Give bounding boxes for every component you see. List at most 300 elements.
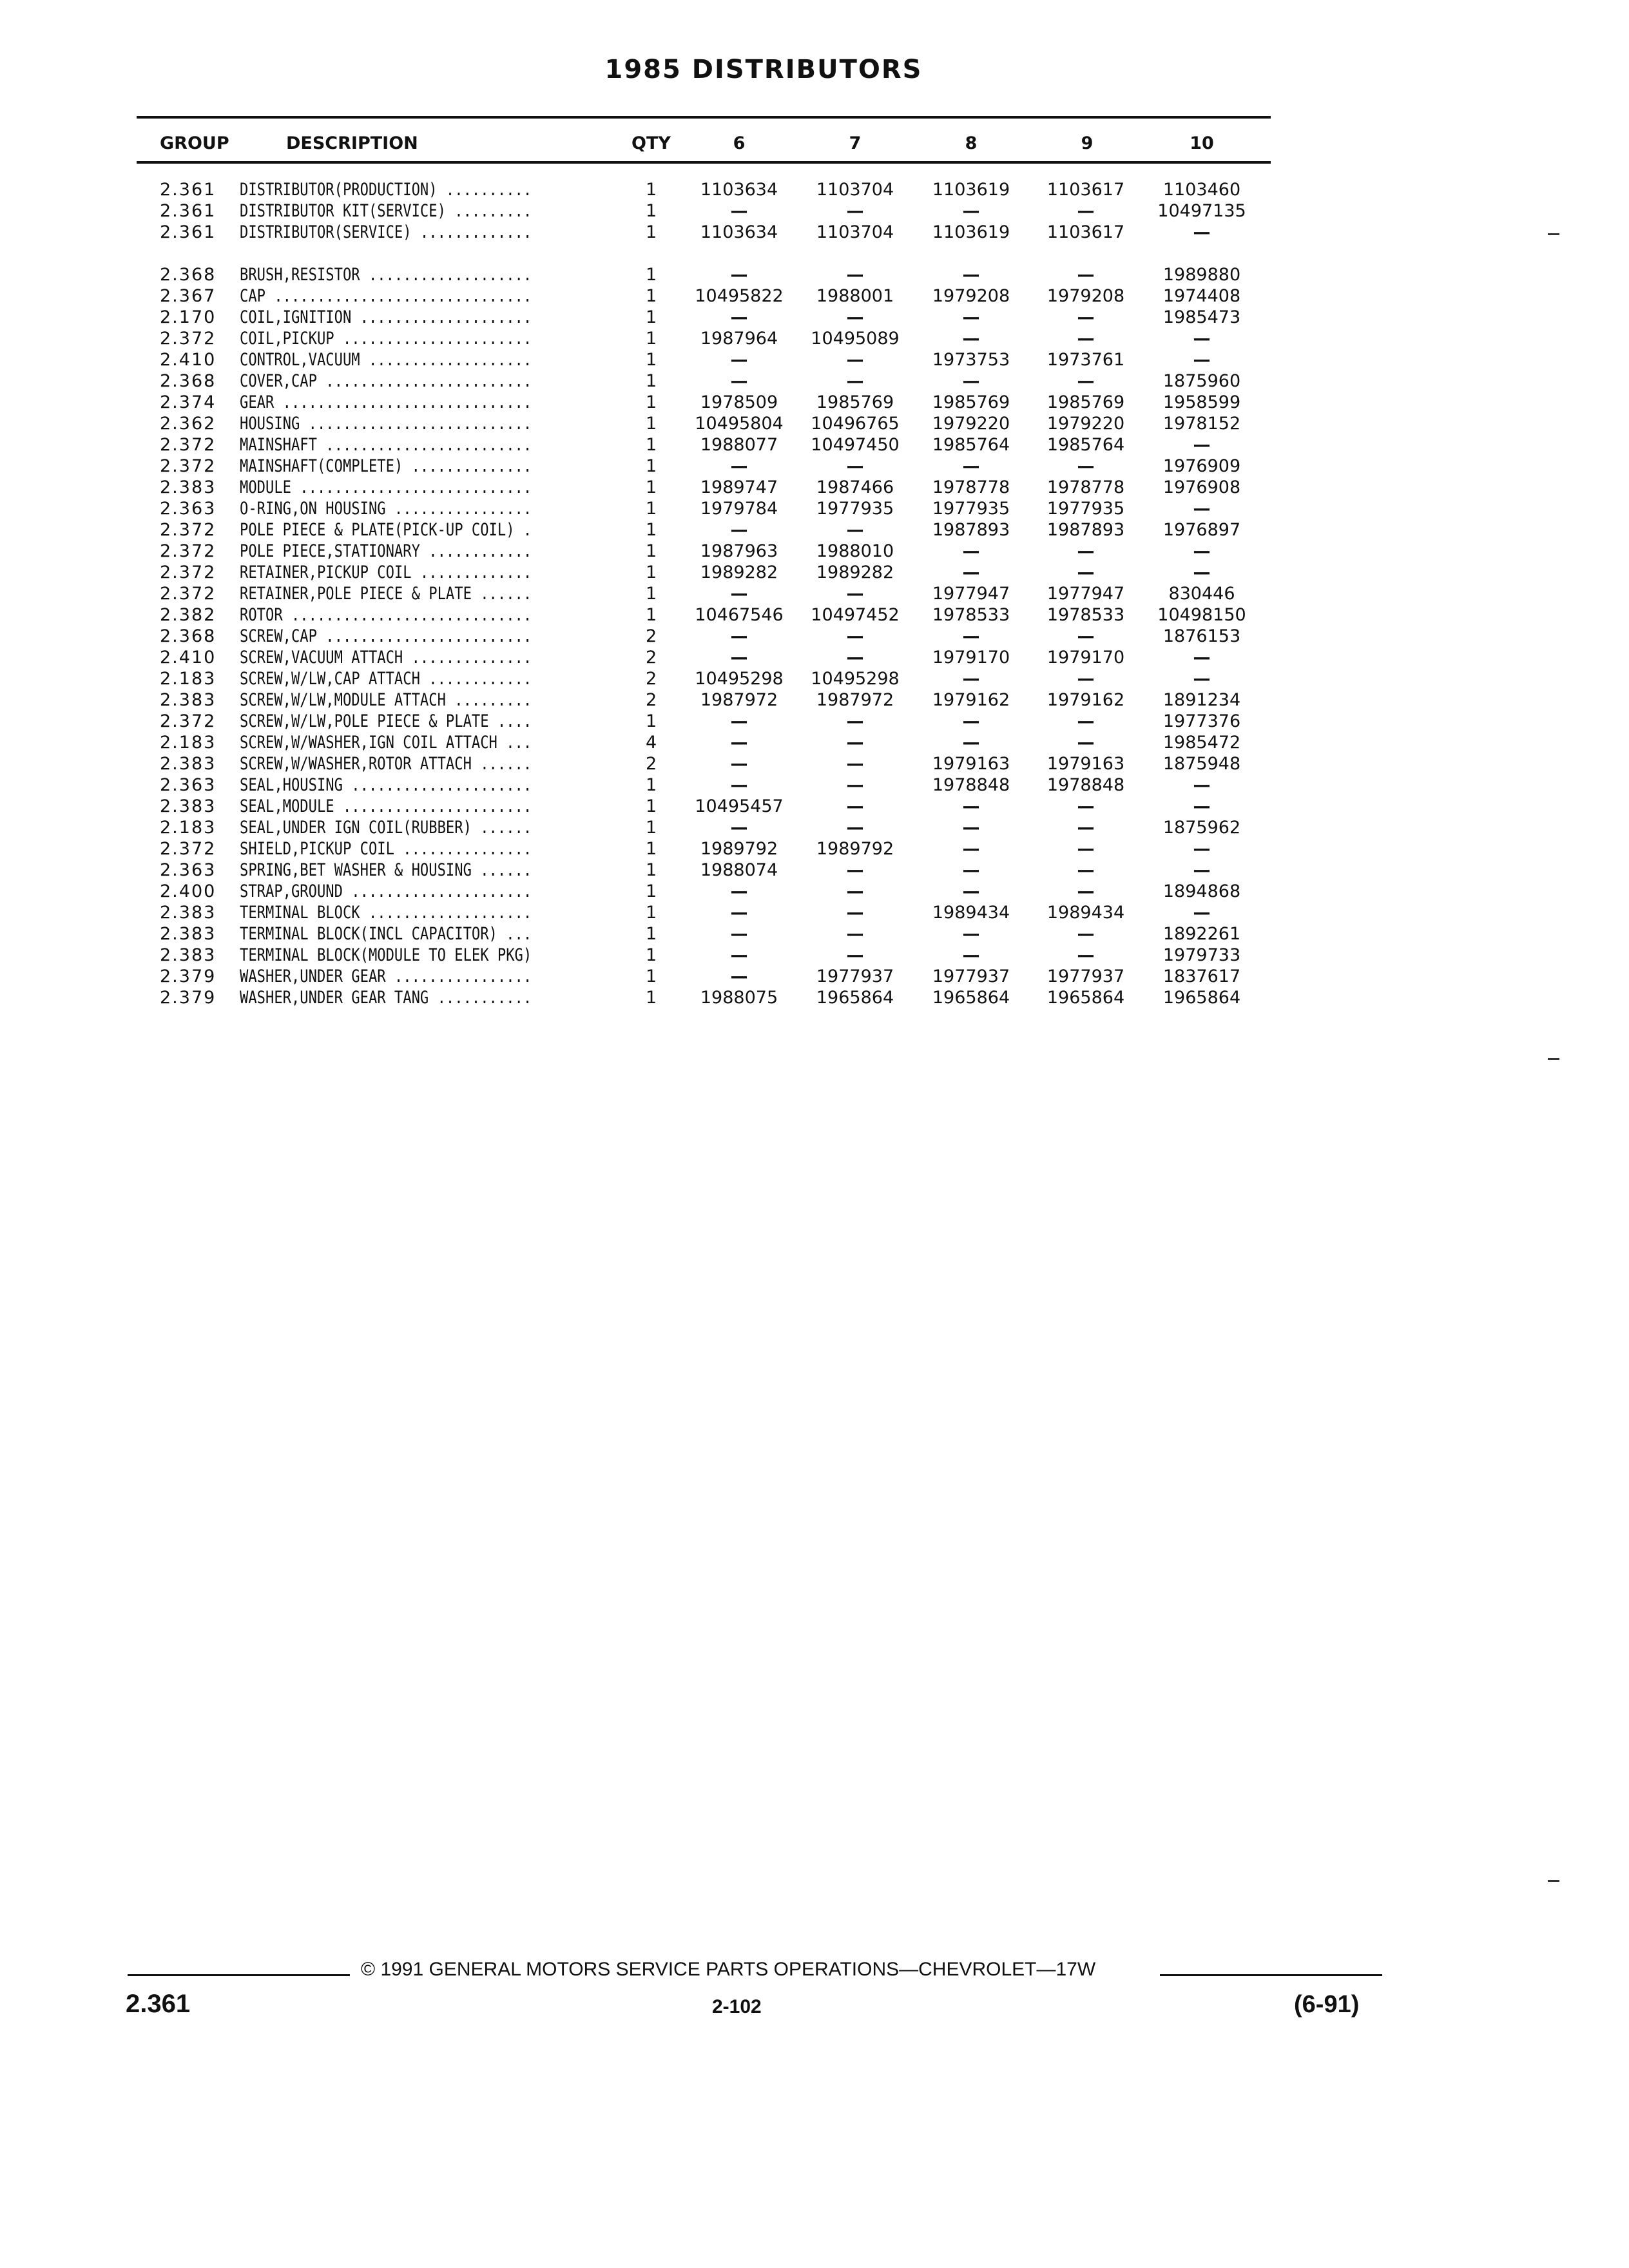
description-cell: ROTOR ............................ (240, 605, 532, 625)
part-number-cell: 1103617 (1046, 180, 1125, 200)
part-number-cell: — (1077, 307, 1095, 327)
group-cell: 2.362 (160, 414, 217, 434)
part-number-cell: 1978778 (932, 477, 1010, 497)
part-number-cell: — (1077, 881, 1095, 901)
part-number-cell: 1989747 (700, 477, 778, 497)
part-number-cell: — (730, 754, 748, 774)
qty-cell: 1 (646, 988, 657, 1008)
part-number-cell: 1892261 (1162, 924, 1241, 944)
group-cell: 2.383 (160, 796, 217, 816)
table-row (0, 392, 1629, 414)
qty-cell: 2 (646, 626, 657, 646)
table-row (0, 689, 1629, 711)
group-cell: 2.383 (160, 477, 217, 497)
part-number-cell: 1978848 (1046, 775, 1125, 795)
footer-rule-left (128, 1974, 350, 1976)
group-cell: 2.372 (160, 711, 217, 731)
part-number-cell: 1985473 (1162, 307, 1241, 327)
group-cell: 2.361 (160, 222, 217, 242)
part-number-cell: — (962, 201, 980, 221)
part-number-cell: — (1193, 860, 1211, 880)
table-row (0, 413, 1629, 435)
description-cell: CONTROL,VACUUM ................... (240, 350, 532, 370)
group-cell: 2.383 (160, 924, 217, 944)
part-number-cell: 1987972 (700, 690, 778, 710)
part-number-cell: 10495089 (811, 329, 900, 349)
part-number-cell: 1891234 (1162, 690, 1241, 710)
qty-cell: 2 (646, 669, 657, 689)
part-number-cell: — (846, 626, 864, 646)
part-number-cell: 1987964 (700, 329, 778, 349)
part-number-cell: 10495457 (695, 796, 784, 816)
part-number-cell: 1985472 (1162, 733, 1241, 753)
part-number-cell: — (730, 350, 748, 370)
part-number-cell: — (730, 626, 748, 646)
part-number-cell: — (730, 924, 748, 944)
table-row (0, 711, 1629, 733)
description-cell: POLE PIECE & PLATE(PICK-UP COIL) . (240, 520, 532, 540)
table-row (0, 923, 1629, 945)
part-number-cell: — (730, 201, 748, 221)
table-row (0, 966, 1629, 988)
qty-cell: 1 (646, 584, 657, 604)
part-number-cell: 1978509 (700, 392, 778, 412)
qty-cell: 1 (646, 945, 657, 965)
group-cell: 2.400 (160, 881, 217, 901)
description-cell: SCREW,W/LW,POLE PIECE & PLATE .... (240, 711, 532, 731)
part-number-cell: 1979170 (1046, 648, 1125, 668)
description-cell: SEAL,MODULE ...................... (240, 796, 532, 816)
table-row (0, 456, 1629, 477)
part-number-cell: — (962, 669, 980, 689)
part-number-cell: — (962, 626, 980, 646)
part-number-cell: 1989434 (932, 903, 1010, 923)
table-row (0, 285, 1629, 307)
part-number-cell: 1876153 (1162, 626, 1241, 646)
part-number-cell: 1894868 (1162, 881, 1241, 901)
qty-cell: 1 (646, 371, 657, 391)
part-number-cell: 10495298 (695, 669, 784, 689)
qty-cell: 1 (646, 307, 657, 327)
group-cell: 2.368 (160, 626, 217, 646)
table-row (0, 179, 1629, 201)
description-cell: COVER,CAP ........................ (240, 371, 532, 391)
qty-cell: 1 (646, 541, 657, 561)
part-number-cell: 1979220 (1046, 414, 1125, 434)
description-cell: COIL,IGNITION .................... (240, 307, 532, 327)
column-header-7: 7 (849, 133, 862, 153)
qty-cell: 1 (646, 562, 657, 582)
part-number-cell: 1987972 (816, 690, 894, 710)
part-number-cell: — (1077, 371, 1095, 391)
part-number-cell: — (730, 456, 748, 476)
part-number-cell: 1973761 (1046, 350, 1125, 370)
table-row (0, 541, 1629, 562)
part-number-cell: 1837617 (1162, 966, 1241, 986)
table-row (0, 307, 1629, 329)
part-number-cell: 1977935 (816, 499, 894, 519)
part-number-cell: — (1193, 839, 1211, 859)
table-row (0, 200, 1629, 222)
qty-cell: 2 (646, 648, 657, 668)
part-number-cell: — (1077, 329, 1095, 349)
description-cell: SEAL,UNDER IGN COIL(RUBBER) ...... (240, 818, 532, 838)
part-number-cell: 10497135 (1157, 201, 1246, 221)
group-cell: 2.379 (160, 988, 217, 1008)
part-number-cell: — (730, 711, 748, 731)
part-number-cell: — (1193, 775, 1211, 795)
part-number-cell: 1875962 (1162, 818, 1241, 838)
part-number-cell: 1979170 (932, 648, 1010, 668)
table-row (0, 349, 1629, 371)
qty-cell: 1 (646, 350, 657, 370)
qty-cell: 1 (646, 605, 657, 625)
qty-cell: 1 (646, 499, 657, 519)
column-header-6: 6 (733, 133, 746, 153)
group-cell: 2.368 (160, 371, 217, 391)
group-cell: 2.383 (160, 945, 217, 965)
part-number-cell: — (730, 881, 748, 901)
part-number-cell: — (962, 265, 980, 285)
group-cell: 2.368 (160, 265, 217, 285)
table-row (0, 264, 1629, 286)
description-cell: SCREW,VACUUM ATTACH .............. (240, 648, 532, 668)
group-cell: 2.372 (160, 562, 217, 582)
description-cell: RETAINER,POLE PIECE & PLATE ...... (240, 584, 532, 604)
group-cell: 2.372 (160, 329, 217, 349)
part-number-cell: — (730, 903, 748, 923)
part-number-cell: 1988010 (816, 541, 894, 561)
part-number-cell: 1985764 (932, 435, 1010, 455)
table-row (0, 647, 1629, 669)
qty-cell: 1 (646, 222, 657, 242)
part-number-cell: 1958599 (1162, 392, 1241, 412)
part-number-cell: — (1193, 648, 1211, 668)
part-number-cell: — (730, 265, 748, 285)
qty-cell: 1 (646, 329, 657, 349)
footer-section-number: 2.361 (126, 1990, 191, 2018)
group-cell: 2.363 (160, 860, 217, 880)
column-header-qty: QTY (631, 133, 671, 153)
table-row (0, 519, 1629, 541)
group-cell: 2.372 (160, 839, 217, 859)
part-number-cell: — (1077, 733, 1095, 753)
group-cell: 2.361 (160, 180, 217, 200)
description-cell: DISTRIBUTOR KIT(SERVICE) ......... (240, 201, 532, 221)
qty-cell: 2 (646, 754, 657, 774)
part-number-cell: 1979784 (700, 499, 778, 519)
part-number-cell: — (846, 648, 864, 668)
qty-cell: 1 (646, 201, 657, 221)
part-number-cell: — (1077, 860, 1095, 880)
group-cell: 2.383 (160, 754, 217, 774)
part-number-cell: 1985764 (1046, 435, 1125, 455)
table-row (0, 498, 1629, 520)
description-cell: COIL,PICKUP ...................... (240, 329, 532, 349)
part-number-cell: 1973753 (932, 350, 1010, 370)
part-number-cell: 10495822 (695, 286, 784, 306)
part-number-cell: 1978778 (1046, 477, 1125, 497)
part-number-cell: 1103704 (816, 222, 894, 242)
part-number-cell: 1988077 (700, 435, 778, 455)
table-row (0, 817, 1629, 839)
description-cell: WASHER,UNDER GEAR ................ (240, 966, 532, 986)
part-number-cell: — (730, 520, 748, 540)
table-row (0, 583, 1629, 605)
part-number-cell: 1987466 (816, 477, 894, 497)
part-number-cell: 1979162 (1046, 690, 1125, 710)
qty-cell: 1 (646, 477, 657, 497)
part-number-cell: — (730, 733, 748, 753)
part-number-cell: 1988074 (700, 860, 778, 880)
table-row (0, 328, 1629, 350)
description-cell: SEAL,HOUSING ..................... (240, 775, 532, 795)
part-number-cell: — (962, 839, 980, 859)
part-number-cell: — (730, 307, 748, 327)
description-cell: MAINSHAFT ........................ (240, 435, 532, 455)
table-row (0, 838, 1629, 860)
part-number-cell: — (846, 456, 864, 476)
part-number-cell: 1979733 (1162, 945, 1241, 965)
part-number-cell: 1989792 (700, 839, 778, 859)
qty-cell: 1 (646, 265, 657, 285)
part-number-cell: — (962, 711, 980, 731)
qty-cell: 1 (646, 796, 657, 816)
footer-rule-right (1160, 1974, 1382, 1976)
part-number-cell: — (962, 924, 980, 944)
part-number-cell: 1979208 (1046, 286, 1125, 306)
part-number-cell: — (846, 711, 864, 731)
part-number-cell: — (730, 945, 748, 965)
description-cell: STRAP,GROUND ..................... (240, 881, 532, 901)
qty-cell: 1 (646, 414, 657, 434)
part-number-cell: — (846, 520, 864, 540)
part-number-cell: 1976908 (1162, 477, 1241, 497)
description-cell: GEAR ............................. (240, 392, 532, 412)
group-cell: 2.183 (160, 669, 217, 689)
part-number-cell: — (846, 371, 864, 391)
description-cell: RETAINER,PICKUP COIL ............. (240, 562, 532, 582)
part-number-cell: 1103704 (816, 180, 894, 200)
part-number-cell: 1978848 (932, 775, 1010, 795)
group-cell: 2.363 (160, 775, 217, 795)
part-number-cell: — (846, 881, 864, 901)
part-number-cell: 1989282 (816, 562, 894, 582)
part-number-cell: — (1077, 796, 1095, 816)
qty-cell: 1 (646, 924, 657, 944)
part-number-cell: — (962, 307, 980, 327)
table-row (0, 987, 1629, 1009)
part-number-cell: — (1193, 329, 1211, 349)
part-number-cell: — (1077, 924, 1095, 944)
part-number-cell: — (846, 733, 864, 753)
column-header-description: DESCRIPTION (286, 133, 418, 153)
margin-mark (1548, 1880, 1559, 1882)
part-number-cell: — (1193, 669, 1211, 689)
part-number-cell: 1965864 (1046, 988, 1125, 1008)
group-cell: 2.170 (160, 307, 217, 327)
part-number-cell: 1976897 (1162, 520, 1241, 540)
part-number-cell: 10467546 (695, 605, 784, 625)
group-cell: 2.383 (160, 903, 217, 923)
description-cell: CAP .............................. (240, 286, 532, 306)
description-cell: TERMINAL BLOCK ................... (240, 903, 532, 923)
group-cell: 2.372 (160, 435, 217, 455)
part-number-cell: — (962, 541, 980, 561)
part-number-cell: — (1193, 350, 1211, 370)
part-number-cell: — (1077, 945, 1095, 965)
description-cell: TERMINAL BLOCK(INCL CAPACITOR) ... (240, 924, 532, 944)
part-number-cell: 1985769 (932, 392, 1010, 412)
header-bottom-rule (137, 161, 1271, 164)
table-row (0, 604, 1629, 626)
table-row (0, 732, 1629, 754)
column-header-8: 8 (965, 133, 978, 153)
table-row (0, 477, 1629, 499)
part-number-cell: 1977937 (932, 966, 1010, 986)
part-number-cell: 1989880 (1162, 265, 1241, 285)
qty-cell: 1 (646, 286, 657, 306)
part-number-cell: 1976909 (1162, 456, 1241, 476)
qty-cell: 4 (646, 733, 657, 753)
part-number-cell: 1103619 (932, 222, 1010, 242)
part-number-cell: — (730, 648, 748, 668)
part-number-cell: 1988001 (816, 286, 894, 306)
part-number-cell: — (1193, 499, 1211, 519)
part-number-cell: — (1193, 903, 1211, 923)
part-number-cell: — (1077, 669, 1095, 689)
qty-cell: 1 (646, 392, 657, 412)
part-number-cell: — (846, 350, 864, 370)
part-number-cell: — (846, 860, 864, 880)
part-number-cell: 1979163 (932, 754, 1010, 774)
footer-page-number: 2-102 (712, 1996, 762, 2017)
part-number-cell: — (1193, 435, 1211, 455)
group-cell: 2.372 (160, 456, 217, 476)
column-header-9: 9 (1081, 133, 1094, 153)
footer-date-code: (6-91) (1294, 1991, 1360, 2018)
part-number-cell: — (846, 775, 864, 795)
part-number-cell: — (962, 562, 980, 582)
margin-mark (1548, 1058, 1559, 1060)
part-number-cell: 1965864 (816, 988, 894, 1008)
group-cell: 2.372 (160, 584, 217, 604)
part-number-cell: 1985769 (1046, 392, 1125, 412)
group-cell: 2.361 (160, 201, 217, 221)
part-number-cell: 1977947 (932, 584, 1010, 604)
group-cell: 2.183 (160, 818, 217, 838)
part-number-cell: — (846, 818, 864, 838)
part-number-cell: 10495298 (811, 669, 900, 689)
part-number-cell: — (730, 818, 748, 838)
description-cell: SCREW,W/LW,CAP ATTACH ............ (240, 669, 532, 689)
part-number-cell: — (1193, 541, 1211, 561)
part-number-cell: — (846, 265, 864, 285)
table-row (0, 434, 1629, 456)
part-number-cell: 1965864 (1162, 988, 1241, 1008)
description-cell: DISTRIBUTOR(SERVICE) ............. (240, 222, 532, 242)
part-number-cell: — (1193, 222, 1211, 242)
part-number-cell: — (962, 733, 980, 753)
group-cell: 2.367 (160, 286, 217, 306)
part-number-cell: 1979208 (932, 286, 1010, 306)
description-cell: MODULE ........................... (240, 477, 532, 497)
table-row (0, 222, 1629, 244)
header-top-rule (137, 116, 1271, 119)
part-number-cell: 1987893 (1046, 520, 1125, 540)
part-number-cell: — (962, 860, 980, 880)
part-number-cell: — (846, 754, 864, 774)
part-number-cell: — (962, 945, 980, 965)
table-row (0, 753, 1629, 775)
description-cell: POLE PIECE,STATIONARY ............ (240, 541, 532, 561)
description-cell: SCREW,W/LW,MODULE ATTACH ......... (240, 690, 532, 710)
part-number-cell: — (1077, 818, 1095, 838)
part-number-cell: 1977935 (1046, 499, 1125, 519)
part-number-cell: 1875948 (1162, 754, 1241, 774)
part-number-cell: — (1077, 265, 1095, 285)
qty-cell: 1 (646, 966, 657, 986)
part-number-cell: 1985769 (816, 392, 894, 412)
qty-cell: 1 (646, 456, 657, 476)
table-row (0, 881, 1629, 903)
description-cell: SHIELD,PICKUP COIL ............... (240, 839, 532, 859)
part-number-cell: 1977947 (1046, 584, 1125, 604)
margin-mark (1548, 233, 1559, 235)
table-row (0, 562, 1629, 584)
description-cell: WASHER,UNDER GEAR TANG ........... (240, 988, 532, 1008)
part-number-cell: 1977937 (1046, 966, 1125, 986)
table-row (0, 626, 1629, 648)
description-cell: TERMINAL BLOCK(MODULE TO ELEK PKG) (240, 945, 532, 965)
description-cell: DISTRIBUTOR(PRODUCTION) .......... (240, 180, 532, 200)
part-number-cell: — (962, 456, 980, 476)
description-cell: HOUSING .......................... (240, 414, 532, 434)
group-cell: 2.372 (160, 520, 217, 540)
part-number-cell: 1977935 (932, 499, 1010, 519)
part-number-cell: 1875960 (1162, 371, 1241, 391)
part-number-cell: — (846, 307, 864, 327)
part-number-cell: 1978533 (932, 605, 1010, 625)
part-number-cell: 1103634 (700, 222, 778, 242)
part-number-cell: — (730, 584, 748, 604)
part-number-cell: — (1077, 562, 1095, 582)
description-cell: MAINSHAFT(COMPLETE) .............. (240, 456, 532, 476)
part-number-cell: — (1077, 201, 1095, 221)
part-number-cell: 1103460 (1162, 180, 1241, 200)
part-number-cell: — (1077, 839, 1095, 859)
table-row (0, 774, 1629, 796)
part-number-cell: 1987893 (932, 520, 1010, 540)
qty-cell: 1 (646, 711, 657, 731)
part-number-cell: — (730, 775, 748, 795)
part-number-cell: — (962, 371, 980, 391)
part-number-cell: — (1077, 626, 1095, 646)
part-number-cell: — (846, 924, 864, 944)
part-number-cell: 10498150 (1157, 605, 1246, 625)
part-number-cell: — (846, 903, 864, 923)
table-row (0, 902, 1629, 924)
part-number-cell: 10495804 (695, 414, 784, 434)
part-number-cell: — (962, 796, 980, 816)
part-number-cell: 1988075 (700, 988, 778, 1008)
table-row (0, 860, 1629, 881)
part-number-cell: — (962, 881, 980, 901)
part-number-cell: — (1193, 796, 1211, 816)
column-header-10: 10 (1190, 133, 1214, 153)
group-cell: 2.410 (160, 648, 217, 668)
part-number-cell: — (962, 818, 980, 838)
